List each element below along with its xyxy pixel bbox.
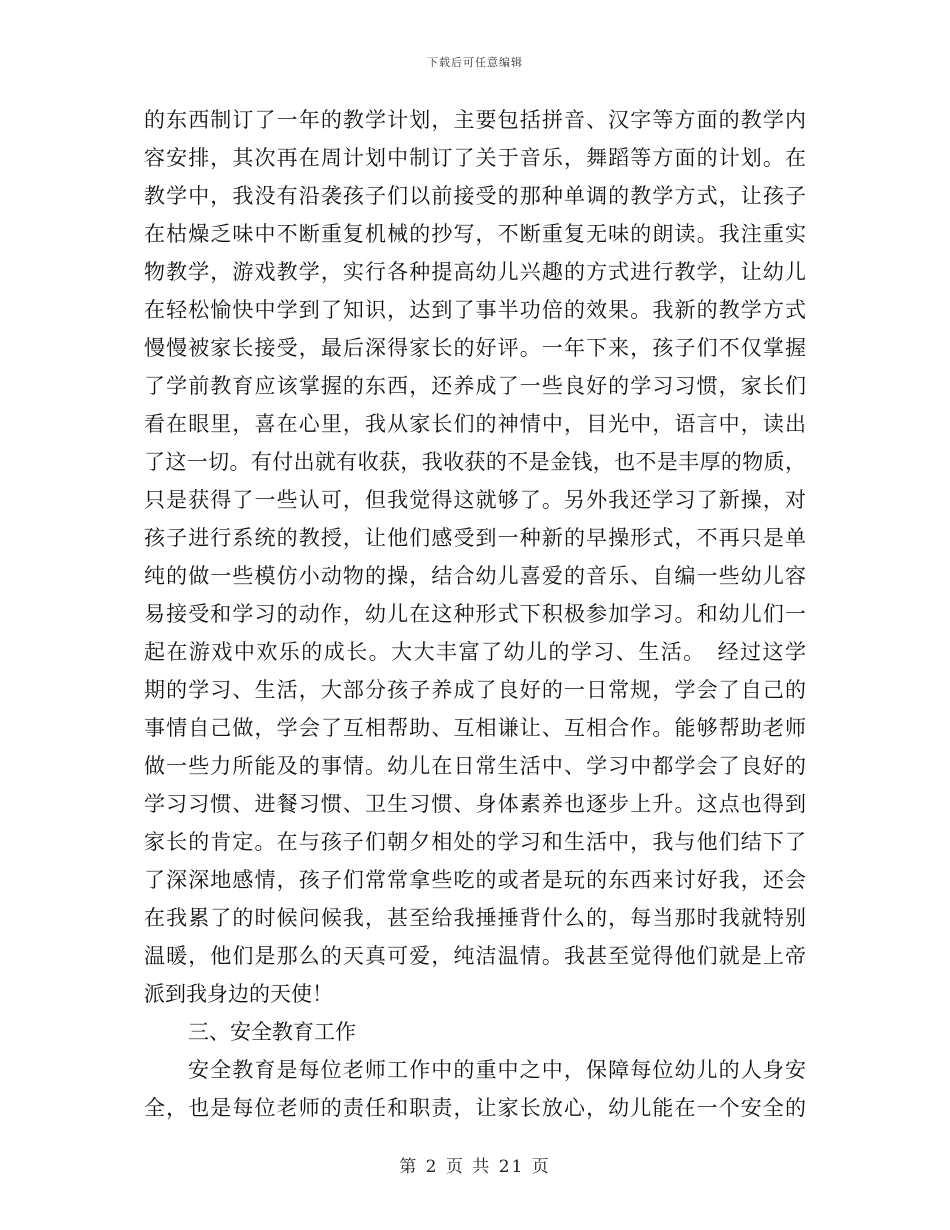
body-line: 在轻松愉快中学到了知识，达到了事半功倍的效果。我新的教学方式 (144, 298, 806, 322)
section-line: 全，也是每位老师的责任和职责，让家长放心，幼儿能在一个安全的 (144, 1096, 806, 1120)
body-line: 了学前教育应该掌握的东西，还养成了一些良好的学习习惯，家长们 (144, 374, 806, 398)
body-line: 在我累了的时候问候我，甚至给我捶捶背什么的，每当那时我就特别 (144, 906, 806, 930)
body-line: 派到我身边的天使！ (144, 982, 333, 1006)
body-line: 物教学，游戏教学，实行各种提高幼儿兴趣的方式进行教学，让幼儿 (144, 260, 806, 284)
body-line: 事情自己做，学会了互相帮助、互相谦让、互相合作。能够帮助老师 (144, 716, 806, 740)
body-line: 的东西制订了一年的教学计划，主要包括拼音、汉字等方面的教学内 (144, 108, 806, 132)
page-header-note: 下载后可任意编辑 (427, 56, 523, 69)
section-line: 安全教育是每位老师工作中的重中之中，保障每位幼儿的人身安 (188, 1058, 806, 1082)
body-line: 只是获得了一些认可，但我觉得这就够了。另外我还学习了新操，对 (144, 488, 806, 512)
body-line: 容安排，其次再在周计划中制订了关于音乐，舞蹈等方面的计划。在 (144, 146, 806, 170)
body-line: 期的学习、生活，大部分孩子养成了良好的一日常规，学会了自己的 (144, 678, 806, 702)
page-number-footer: 第 2 页 共 21 页 (399, 1157, 551, 1177)
body-line: 做一些力所能及的事情。幼儿在日常生活中、学习中都学会了良好的 (144, 754, 806, 778)
body-line: 纯的做一些模仿小动物的操，结合幼儿喜爱的音乐、自编一些幼儿容 (144, 564, 806, 588)
section-heading: 三、安全教育工作 (188, 1020, 356, 1044)
body-line: 教学中，我没有沿袭孩子们以前接受的那种单调的教学方式，让孩子 (144, 184, 806, 208)
body-line: 起在游戏中欢乐的成长。大大丰富了幼儿的学习、生活。 经过这学 (144, 640, 806, 664)
body-line: 学习习惯、进餐习惯、卫生习惯、身体素养也逐步上升。这点也得到 (144, 792, 806, 816)
body-line: 易接受和学习的动作，幼儿在这种形式下积极参加学习。和幼儿们一 (144, 602, 806, 626)
body-line: 在枯燥乏味中不断重复机械的抄写，不断重复无味的朗读。我注重实 (144, 222, 806, 246)
body-line: 孩子进行系统的教授，让他们感受到一种新的早操形式，不再只是单 (144, 526, 806, 550)
body-line: 家长的肯定。在与孩子们朝夕相处的学习和生活中，我与他们结下了 (144, 830, 806, 854)
document-body (144, 101, 806, 1127)
body-line: 看在眼里，喜在心里，我从家长们的神情中，目光中，语言中，读出 (144, 412, 806, 436)
body-line: 温暖，他们是那么的天真可爱，纯洁温情。我甚至觉得他们就是上帝 (144, 944, 806, 968)
body-line: 了这一切。有付出就有收获，我收获的不是金钱，也不是丰厚的物质， (144, 450, 806, 474)
body-line: 了深深地感情，孩子们常常拿些吃的或者是玩的东西来讨好我，还会 (144, 868, 806, 892)
body-line: 慢慢被家长接受，最后深得家长的好评。一年下来，孩子们不仅掌握 (144, 336, 806, 360)
